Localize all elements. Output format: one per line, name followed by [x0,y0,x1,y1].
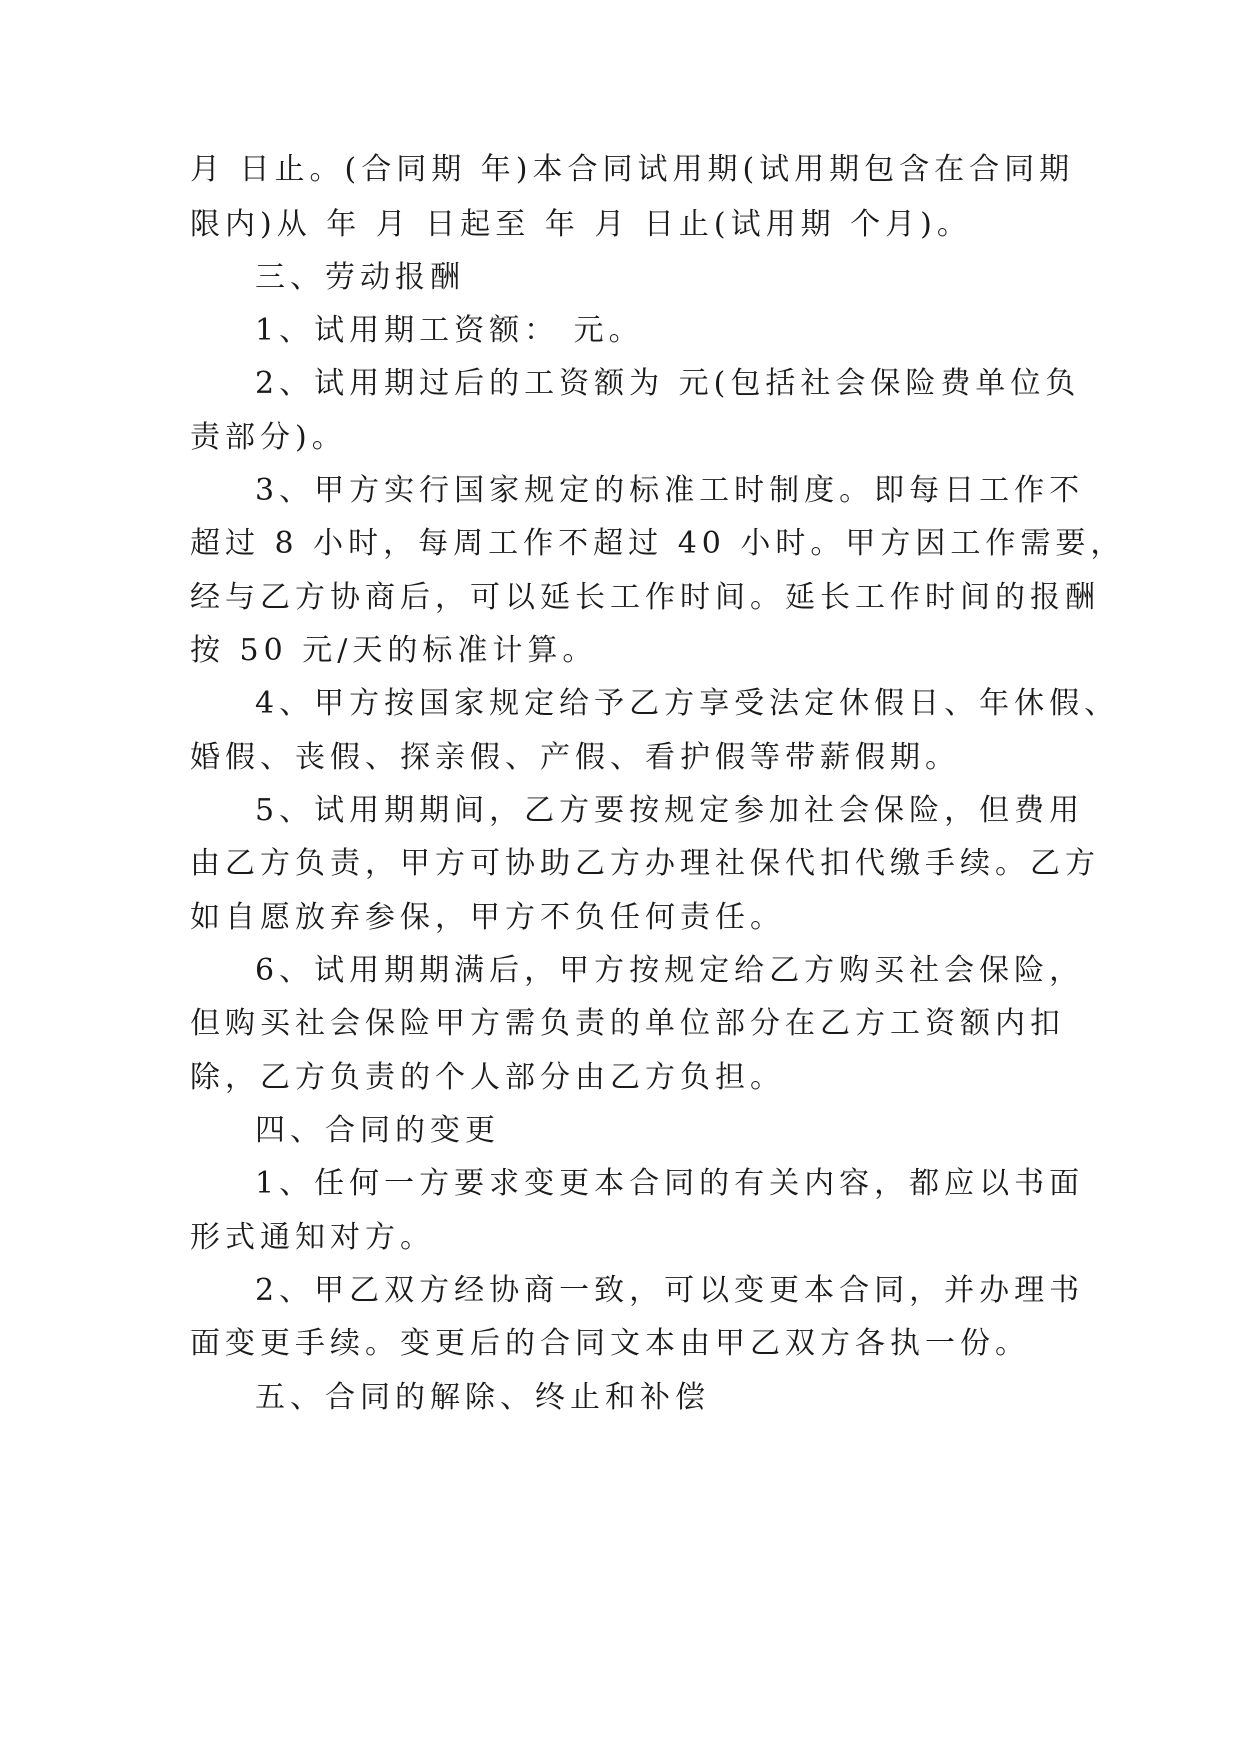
text-line: 如自愿放弃参保，甲方不负任何责任。 [190,900,785,935]
text-line: 面变更手续。变更后的合同文本由甲乙双方各执一份。 [190,1326,1030,1361]
text-line: 除，乙方负责的个人部分由乙方负担。 [190,1060,785,1095]
text-line: 2、试用期过后的工资额为 元(包括社会保险费单位负 [255,366,1081,401]
text-line: 4、甲方按国家规定给予乙方享受法定休假日、年休假、 [255,686,1120,721]
text-line: 责部分)。 [190,420,347,455]
text-line: 经与乙方协商后，可以延长工作时间。延长工作时间的报酬 [190,580,1100,615]
text-line: 3、甲方实行国家规定的标准工时制度。即每日工作不 [255,473,1085,508]
text-line: 2、甲乙双方经协商一致，可以变更本合同，并办理书 [255,1273,1085,1308]
text-line: 超过 8 小时，每周工作不超过 40 小时。甲方因工作需要， [190,526,1126,561]
text-line: 1、试用期工资额： 元。 [255,313,644,348]
text-line: 月 日止。(合同期 年)本合同试用期(试用期包含在合同期 [190,152,1075,187]
text-line: 1、任何一方要求变更本合同的有关内容，都应以书面 [255,1166,1085,1201]
text-line: 5、试用期期间，乙方要按规定参加社会保险，但费用 [255,793,1085,828]
text-line: 由乙方负责，甲方可协助乙方办理社保代扣代缴手续。乙方 [190,846,1100,881]
section-heading: 三、劳动报酬 [255,260,465,295]
text-line: 限内)从 年 月 日起至 年 月 日止(试用期 个月)。 [190,207,972,242]
text-line: 婚假、丧假、探亲假、产假、看护假等带薪假期。 [190,740,960,775]
text-line: 形式通知对方。 [190,1220,435,1255]
text-line: 按 50 元/天的标准计算。 [190,633,598,668]
text-line: 但购买社会保险甲方需负责的单位部分在乙方工资额内扣 [190,1006,1065,1041]
text-line: 6、试用期期满后，甲方按规定给乙方购买社会保险， [255,953,1085,988]
section-heading: 五、合同的解除、终止和补偿 [255,1380,710,1415]
section-heading: 四、合同的变更 [255,1113,500,1148]
